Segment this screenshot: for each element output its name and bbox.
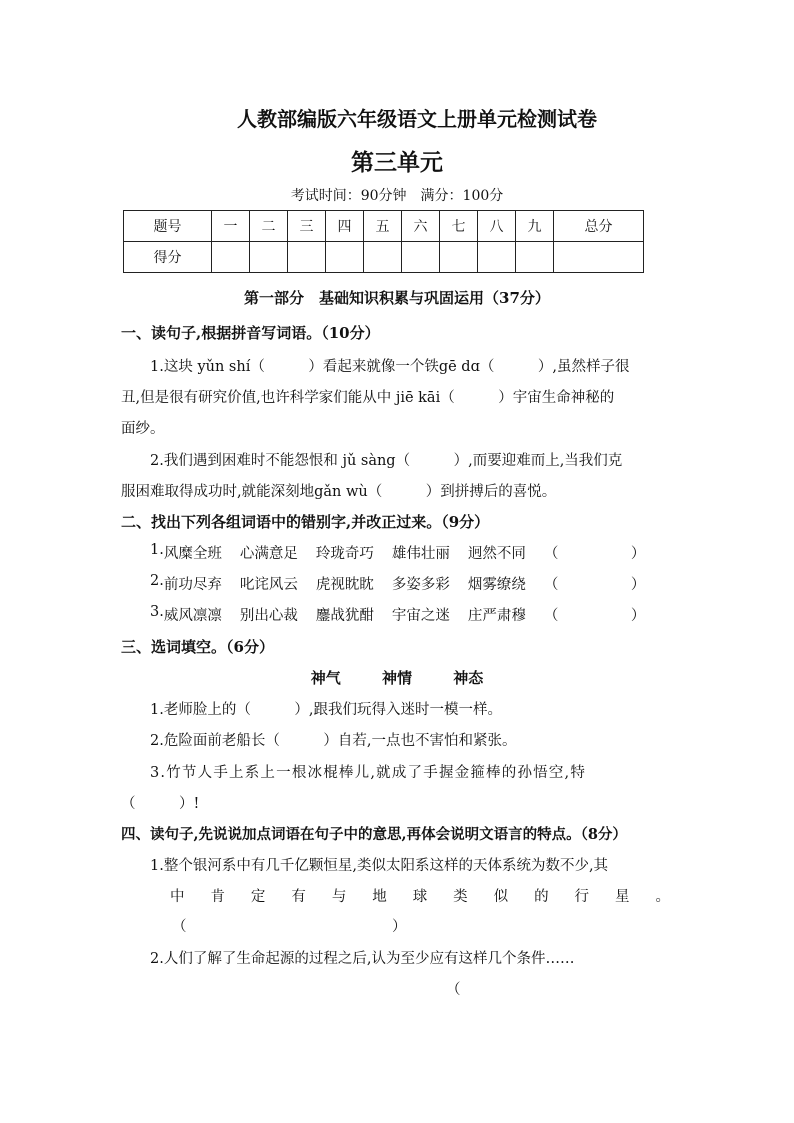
score-label: 得分	[124, 242, 212, 273]
answer-paren-open[interactable]: （	[446, 982, 461, 998]
s4-q1-line1: 1.整个银河系中有几千亿颗恒星,类似太阳系这样的天体系统为数不少,其	[150, 858, 609, 874]
score-cell: 九	[516, 211, 554, 242]
s2-row-3	[150, 604, 663, 625]
score-cell: 六	[402, 211, 440, 242]
word: 风糜全班	[163, 546, 222, 562]
word: 烟雾缭绕	[467, 577, 526, 593]
score-cell: 二	[250, 211, 288, 242]
word: 心满意足	[239, 546, 298, 562]
row-number: 1.	[150, 542, 164, 558]
score-cell: 八	[478, 211, 516, 242]
char: 。	[655, 889, 670, 905]
word: 威风凛凛	[163, 608, 222, 624]
section-3-heading: 三、选词填空。（6分）	[121, 638, 274, 656]
section-2-heading: 二、找出下列各组词语中的错别字,并改正过来。（9分）	[121, 513, 490, 531]
word: 宇宙之迷	[391, 608, 450, 624]
score-cell: 三	[288, 211, 326, 242]
row-number: 2.	[150, 573, 164, 589]
section-1-heading: 一、读句子,根据拼音写词语。（10分）	[121, 324, 380, 342]
score-cell: 四	[326, 211, 364, 242]
word: 前功尽弃	[163, 577, 222, 593]
word-choice: 神态	[453, 669, 484, 687]
score-blank[interactable]	[212, 242, 250, 273]
s4-q1-line2	[170, 885, 670, 906]
word: 虎视眈眈	[315, 577, 374, 593]
char: 与	[331, 889, 347, 905]
s1-q2-line1: 2.我们遇到困难时不能怨恨和 jǔ sàng（ ）,而要迎难而上,当我们克	[150, 453, 623, 469]
s3-q2: 2.危险面前老船长（ ）自若,一点也不害怕和紧张。	[150, 733, 517, 749]
unit-title: 第三单元	[351, 149, 443, 176]
score-blank[interactable]	[250, 242, 288, 273]
s2-row-2	[150, 573, 663, 594]
score-cell: 题号	[124, 211, 212, 242]
s3-q1: 1.老师脸上的（ ）,跟我们玩得入迷时一模一样。	[150, 702, 502, 718]
row-number: 3.	[150, 604, 164, 620]
char: 有	[291, 889, 306, 905]
word: 雄伟壮丽	[391, 546, 450, 562]
score-blank[interactable]	[478, 242, 516, 273]
score-blank[interactable]	[288, 242, 326, 273]
char: 中	[170, 889, 185, 905]
char: 星	[614, 889, 630, 905]
exam-meta: 考试时间：90分钟 满分：100分	[290, 188, 504, 204]
char: 行	[574, 889, 590, 905]
word: 别出心裁	[239, 608, 298, 624]
answer-blank[interactable]: （ ）	[543, 546, 646, 562]
score-blank[interactable]	[326, 242, 364, 273]
score-cell: 一	[212, 211, 250, 242]
s1-q1-line1: 1.这块 yǔn shí（ ）看起来就像一个铁gē dɑ（ ）,虽然样子很	[150, 359, 630, 375]
word: 鏖战犹酣	[315, 608, 374, 624]
score-cell: 七	[440, 211, 478, 242]
char: 类	[453, 889, 468, 905]
exam-title: 人教部编版六年级语文上册单元检测试卷	[237, 107, 597, 131]
score-blank[interactable]	[364, 242, 402, 273]
score-blank[interactable]	[402, 242, 440, 273]
score-cell: 总分	[554, 211, 644, 242]
score-input-row	[124, 242, 644, 273]
score-header-row	[124, 211, 644, 242]
char: 球	[412, 889, 428, 905]
part-heading: 第一部分 基础知识积累与巩固运用（37分）	[244, 289, 550, 307]
score-cell: 五	[364, 211, 402, 242]
word: 多姿多彩	[391, 577, 450, 593]
char: 定	[250, 889, 266, 905]
word: 玲珑奇巧	[315, 546, 374, 562]
s1-q1-line2: 丑,但是很有研究价值,也许科学家们能从中 jiē kāi（ ）宇宙生命神秘的	[121, 390, 615, 406]
word: 叱诧风云	[239, 577, 298, 593]
char: 地	[372, 889, 387, 905]
word-choices	[0, 667, 794, 688]
s1-q1-line3: 面纱。	[121, 421, 165, 437]
score-blank[interactable]	[554, 242, 644, 273]
word-choice: 神情	[381, 669, 412, 687]
answer-blank[interactable]: （ ）	[543, 608, 646, 624]
s1-q2-line2: 服困难取得成功时,就能深刻地gǎn wù（ ）到拼搏后的喜悦。	[121, 484, 557, 500]
word: 迥然不同	[467, 546, 526, 562]
section-4-heading: 四、读句子,先说说加点词语在句子中的意思,再体会说明文语言的特点。（8分）	[121, 826, 627, 843]
answer-paren-open[interactable]: （	[172, 919, 187, 935]
score-table	[123, 210, 644, 273]
word-choice: 神气	[310, 669, 341, 687]
char: 似	[493, 889, 509, 905]
s3-q3-line2: （ ）!	[121, 796, 200, 812]
char: 的	[534, 889, 549, 905]
word: 庄严肃穆	[467, 608, 526, 624]
char: 肯	[210, 889, 225, 905]
answer-blank[interactable]: （ ）	[543, 577, 646, 593]
score-blank[interactable]	[440, 242, 478, 273]
s2-row-1	[150, 542, 663, 563]
s4-q2-line1: 2.人们了解了生命起源的过程之后,认为至少应有这样几个条件……	[150, 951, 575, 967]
s3-q3-line1: 3.竹节人手上系上一根冰棍棒儿,就成了手握金箍棒的孙悟空,特	[150, 765, 587, 781]
score-blank[interactable]	[516, 242, 554, 273]
answer-paren-close[interactable]: ）	[392, 919, 407, 935]
